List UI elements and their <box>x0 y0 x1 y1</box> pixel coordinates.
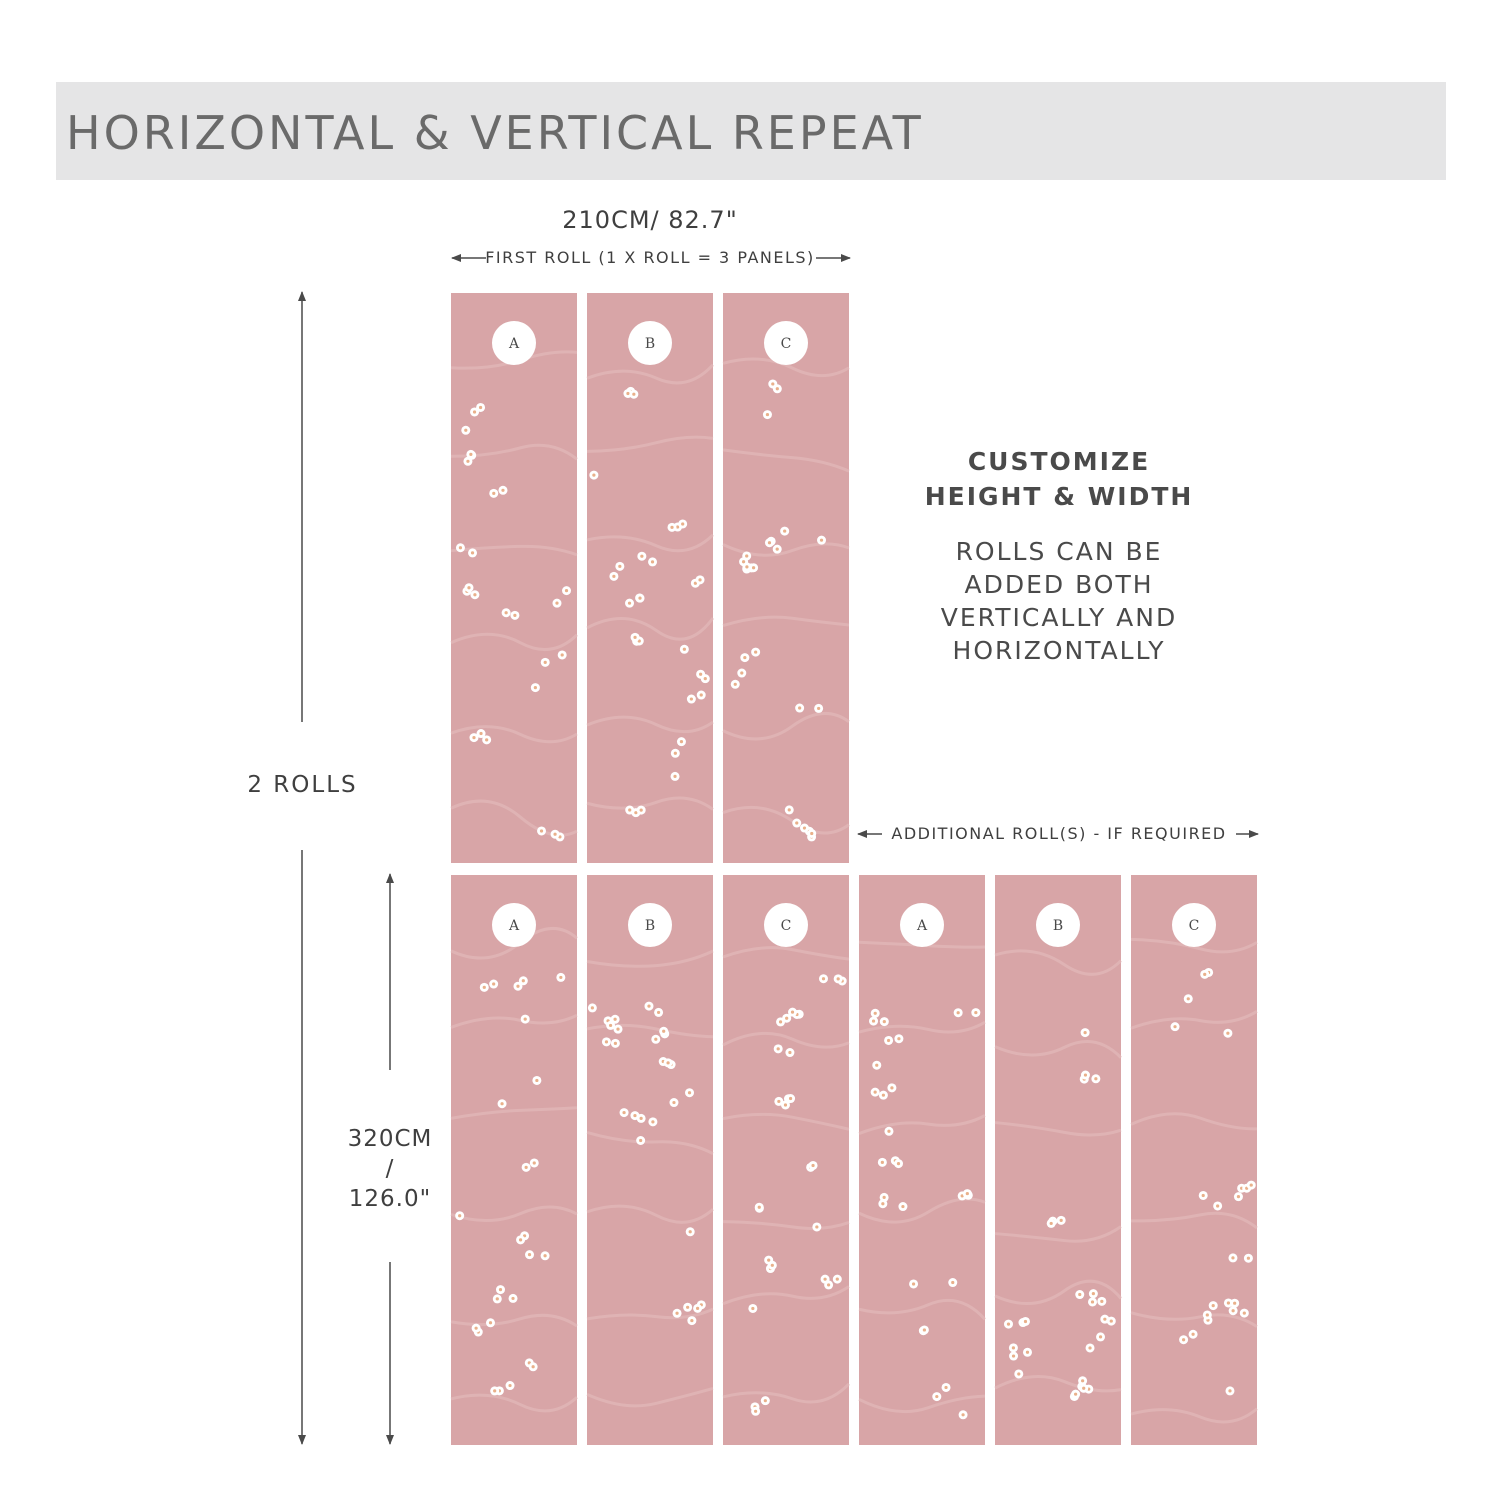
daisy-center <box>496 1297 499 1300</box>
daisy-center <box>633 1114 636 1117</box>
daisy-center <box>519 1238 522 1241</box>
width-dimension-label: 210CM/ 82.7" <box>562 206 738 234</box>
daisy-center <box>540 829 543 832</box>
daisy-center <box>791 1011 794 1014</box>
daisy-center <box>525 1166 528 1169</box>
daisy-center <box>1232 1309 1235 1312</box>
daisy-center <box>874 1091 877 1094</box>
daisy-center <box>651 1120 654 1123</box>
daisy-center <box>698 578 701 581</box>
panel-background <box>587 875 713 1445</box>
daisy-center <box>897 1162 900 1165</box>
daisy-center <box>1202 1194 1205 1197</box>
daisy-center <box>616 1028 619 1031</box>
daisy-center <box>516 985 519 988</box>
daisy-center <box>473 410 476 413</box>
daisy-center <box>471 551 474 554</box>
wallpaper-panel-bottom-row <box>1131 875 1257 1445</box>
daisy-center <box>508 1384 511 1387</box>
daisy-center <box>690 1319 693 1322</box>
daisy-center <box>535 1079 538 1082</box>
wallpaper-panel-bottom-row <box>451 875 577 1445</box>
daisy-center <box>795 821 798 824</box>
daisy-center <box>1191 1333 1194 1336</box>
daisy-center <box>811 1164 814 1167</box>
customize-description-line: ADDED BOTH <box>964 570 1154 599</box>
daisy-center <box>675 1312 678 1315</box>
daisy-center <box>776 387 779 390</box>
daisy-center <box>822 977 825 980</box>
panel-background <box>859 875 985 1445</box>
daisy-center <box>493 1389 496 1392</box>
daisy-center <box>622 1111 625 1114</box>
daisy-center <box>754 1410 757 1413</box>
daisy-center <box>935 1395 938 1398</box>
daisy-center <box>817 707 820 710</box>
panel-letter: C <box>780 336 792 352</box>
daisy-center <box>492 492 495 495</box>
page-title: HORIZONTAL & VERTICAL REPEAT <box>66 106 924 160</box>
daisy-center <box>688 1091 691 1094</box>
wallpaper-panel-top-row <box>587 293 713 863</box>
daisy-center <box>654 1038 657 1041</box>
daisy-center <box>827 1283 830 1286</box>
daisy-center <box>524 1017 527 1020</box>
daisy-center <box>513 614 516 617</box>
daisy-center <box>565 589 568 592</box>
daisy-center <box>528 1253 531 1256</box>
daisy-center <box>696 1307 699 1310</box>
daisy-center <box>1091 1300 1094 1303</box>
daisy-center <box>890 1086 893 1089</box>
daisy-center <box>657 1011 660 1014</box>
daisy-center <box>768 541 771 544</box>
daisy-center <box>534 686 537 689</box>
daisy-center <box>479 732 482 735</box>
daisy-center <box>1099 1335 1102 1338</box>
panels-group <box>451 293 1257 1445</box>
daisy-center <box>1024 1320 1027 1323</box>
daisy-center <box>680 740 683 743</box>
daisy-center <box>511 1297 514 1300</box>
daisy-center <box>944 1386 947 1389</box>
daisy-center <box>553 833 556 836</box>
customize-heading-line: HEIGHT & WIDTH <box>924 482 1194 511</box>
daisy-center <box>559 976 562 979</box>
daisy-center <box>638 597 641 600</box>
daisy-center <box>614 1018 617 1021</box>
daisy-center <box>788 1051 791 1054</box>
daisy-center <box>1247 1257 1250 1260</box>
customize-heading-line: CUSTOMIZE <box>967 447 1151 476</box>
daisy-center <box>837 977 840 980</box>
panel-letter: A <box>916 918 928 934</box>
daisy-center <box>771 382 774 385</box>
daisy-center <box>1074 1393 1077 1396</box>
daisy-center <box>745 554 748 557</box>
daisy-center <box>485 738 488 741</box>
wallpaper-panel-bottom-row <box>723 875 849 1445</box>
customize-description-line: VERTICALLY AND <box>940 603 1178 632</box>
additional-rolls-label: ADDITIONAL ROLL(S) - IF REQUIRED <box>891 824 1227 843</box>
daisy-center <box>758 1206 761 1209</box>
wallpaper-panel-top-row <box>723 293 849 863</box>
customize-description-line: ROLLS CAN BE <box>955 537 1163 566</box>
daisy-center <box>752 566 755 569</box>
daisy-center <box>1250 1183 1253 1186</box>
daisy-center <box>1103 1318 1106 1321</box>
daisy-center <box>1231 1256 1234 1259</box>
daisy-center <box>472 736 475 739</box>
panel-background <box>1131 875 1257 1445</box>
daisy-center <box>766 413 769 416</box>
daisy-center <box>815 1225 818 1228</box>
height-cm: 320CM <box>347 1126 433 1152</box>
height-separator: / <box>385 1156 395 1182</box>
daisy-center <box>764 1399 767 1402</box>
daisy-center <box>673 775 676 778</box>
daisy-center <box>1017 1372 1020 1375</box>
daisy-center <box>1206 1313 1209 1316</box>
daisy-center <box>810 832 813 835</box>
daisy-center <box>501 489 504 492</box>
daisy-center <box>882 1094 885 1097</box>
daisy-center <box>1050 1222 1053 1225</box>
daisy-center <box>887 1130 890 1133</box>
daisy-center <box>742 560 745 563</box>
daisy-center <box>640 808 643 811</box>
daisy-center <box>674 752 677 755</box>
daisy-center <box>957 1011 960 1014</box>
daisy-center <box>1012 1346 1015 1349</box>
daisy-center <box>464 429 467 432</box>
wallpaper-panel-bottom-row <box>587 875 713 1445</box>
panel-letter: B <box>644 918 656 934</box>
wallpaper-panel-top-row <box>451 293 577 863</box>
daisy-center <box>633 636 636 639</box>
daisy-center <box>1094 1077 1097 1080</box>
daisy-center <box>544 661 547 664</box>
daisy-center <box>628 602 631 605</box>
daisy-center <box>961 1413 964 1416</box>
daisy-center <box>1012 1354 1015 1357</box>
panel-letter: A <box>508 336 520 352</box>
daisy-center <box>1088 1346 1091 1349</box>
daisy-center <box>681 522 684 525</box>
daisy-center <box>823 1278 826 1281</box>
daisy-center <box>626 392 629 395</box>
daisy-center <box>700 693 703 696</box>
first-roll-label: FIRST ROLL (1 X ROLL = 3 PANELS) <box>485 248 815 267</box>
daisy-center <box>670 526 673 529</box>
daisy-center <box>640 1117 643 1120</box>
daisy-center <box>647 1004 650 1007</box>
daisy-center <box>777 1100 780 1103</box>
daisy-center <box>499 1288 502 1291</box>
daisy-center <box>690 697 693 700</box>
daisy-center <box>686 1306 689 1309</box>
daisy-center <box>897 1037 900 1040</box>
daisy-center <box>798 706 801 709</box>
daisy-center <box>458 1214 461 1217</box>
daisy-center <box>1173 1025 1176 1028</box>
daisy-center <box>533 1161 536 1164</box>
daisy-center <box>1082 1387 1085 1390</box>
daisy-center <box>1007 1322 1010 1325</box>
daisy-center <box>500 1102 503 1105</box>
daisy-center <box>532 1365 535 1368</box>
daisy-center <box>492 982 495 985</box>
daisy-center <box>459 546 462 549</box>
daisy-center <box>912 1282 915 1285</box>
daisy-center <box>612 575 615 578</box>
daisy-center <box>881 1202 884 1205</box>
daisy-center <box>1060 1219 1063 1222</box>
daisy-center <box>1110 1319 1113 1322</box>
daisy-center <box>1237 1195 1240 1198</box>
daisy-center <box>1233 1302 1236 1305</box>
daisy-center <box>1100 1300 1103 1303</box>
daisy-center <box>883 1196 886 1199</box>
panel-background <box>723 293 849 863</box>
daisy-center <box>881 1161 884 1164</box>
daisy-center <box>555 602 558 605</box>
daisy-center <box>1187 997 1190 1000</box>
daisy-center <box>901 1205 904 1208</box>
daisy-center <box>875 1064 878 1067</box>
daisy-center <box>591 1006 594 1009</box>
daisy-center <box>592 474 595 477</box>
daisy-center <box>872 1019 875 1022</box>
daisy-center <box>734 683 737 686</box>
daisy-center <box>785 1017 788 1020</box>
daisy-center <box>1212 1304 1215 1307</box>
panel-background <box>451 293 577 863</box>
daisy-center <box>1078 1293 1081 1296</box>
daisy-center <box>1081 1379 1084 1382</box>
daisy-center <box>639 1139 642 1142</box>
daisy-center <box>640 555 643 558</box>
daisy-center <box>561 653 564 656</box>
daisy-center <box>883 1020 886 1023</box>
daisy-center <box>662 1030 665 1033</box>
daisy-center <box>751 1307 754 1310</box>
panel-letter: C <box>780 918 792 934</box>
daisy-center <box>836 1278 839 1281</box>
customize-description-line: HORIZONTALLY <box>952 636 1166 665</box>
daisy-center <box>699 673 702 676</box>
daisy-center <box>779 1020 782 1023</box>
daisy-center <box>1216 1204 1219 1207</box>
rolls-count-label: 2 ROLLS <box>247 772 358 798</box>
wallpaper-panel-bottom-row <box>859 875 985 1445</box>
daisy-center <box>522 979 525 982</box>
panel-letter: B <box>644 336 656 352</box>
daisy-center <box>614 1042 617 1045</box>
daisy-center <box>789 1097 792 1100</box>
daisy-center <box>1226 1032 1229 1035</box>
daisy-center <box>466 460 469 463</box>
daisy-center <box>467 586 470 589</box>
daisy-center <box>489 1321 492 1324</box>
daisy-center <box>777 1047 780 1050</box>
daisy-center <box>1243 1312 1246 1315</box>
wallpaper-panel-bottom-row <box>995 875 1121 1445</box>
daisy-center <box>632 393 635 396</box>
daisy-center <box>651 560 654 563</box>
daisy-center <box>683 648 686 651</box>
daisy-center <box>874 1012 877 1015</box>
daisy-center <box>1092 1292 1095 1295</box>
daisy-center <box>1026 1351 1029 1354</box>
daisy-center <box>784 1103 787 1106</box>
daisy-center <box>1084 1031 1087 1034</box>
daisy-center <box>745 565 748 568</box>
daisy-center <box>609 1024 612 1027</box>
daisy-center <box>475 1327 478 1330</box>
daisy-center <box>605 1040 608 1043</box>
daisy-center <box>771 1264 774 1267</box>
height-inches: 126.0" <box>348 1186 432 1212</box>
daisy-center <box>505 611 508 614</box>
daisy-center <box>740 671 743 674</box>
daisy-center <box>887 1039 890 1042</box>
daisy-center <box>776 548 779 551</box>
panel-background <box>451 875 577 1445</box>
daisy-center <box>666 1061 669 1064</box>
daisy-center <box>966 1192 969 1195</box>
daisy-center <box>473 593 476 596</box>
daisy-center <box>951 1281 954 1284</box>
daisy-center <box>923 1328 926 1331</box>
daisy-center <box>820 539 823 542</box>
daisy-center <box>479 406 482 409</box>
daisy-center <box>783 529 786 532</box>
daisy-center <box>974 1011 977 1014</box>
panel-letter: C <box>1188 918 1200 934</box>
panel-letter: B <box>1052 918 1064 934</box>
daisy-center <box>628 808 631 811</box>
daisy-center <box>543 1254 546 1257</box>
daisy-center <box>672 1101 675 1104</box>
daisy-center <box>1084 1073 1087 1076</box>
daisy-center <box>1228 1389 1231 1392</box>
panel-letter: A <box>508 918 520 934</box>
daisy-center <box>788 808 791 811</box>
daisy-center <box>1227 1301 1230 1304</box>
daisy-center <box>469 453 472 456</box>
daisy-center <box>483 986 486 989</box>
daisy-center <box>743 656 746 659</box>
daisy-center <box>689 1230 692 1233</box>
daisy-center <box>1203 973 1206 976</box>
daisy-center <box>618 565 621 568</box>
daisy-center <box>704 677 707 680</box>
daisy-center <box>1182 1338 1185 1341</box>
daisy-center <box>767 1259 770 1262</box>
daisy-center <box>754 650 757 653</box>
panel-background <box>723 875 849 1445</box>
